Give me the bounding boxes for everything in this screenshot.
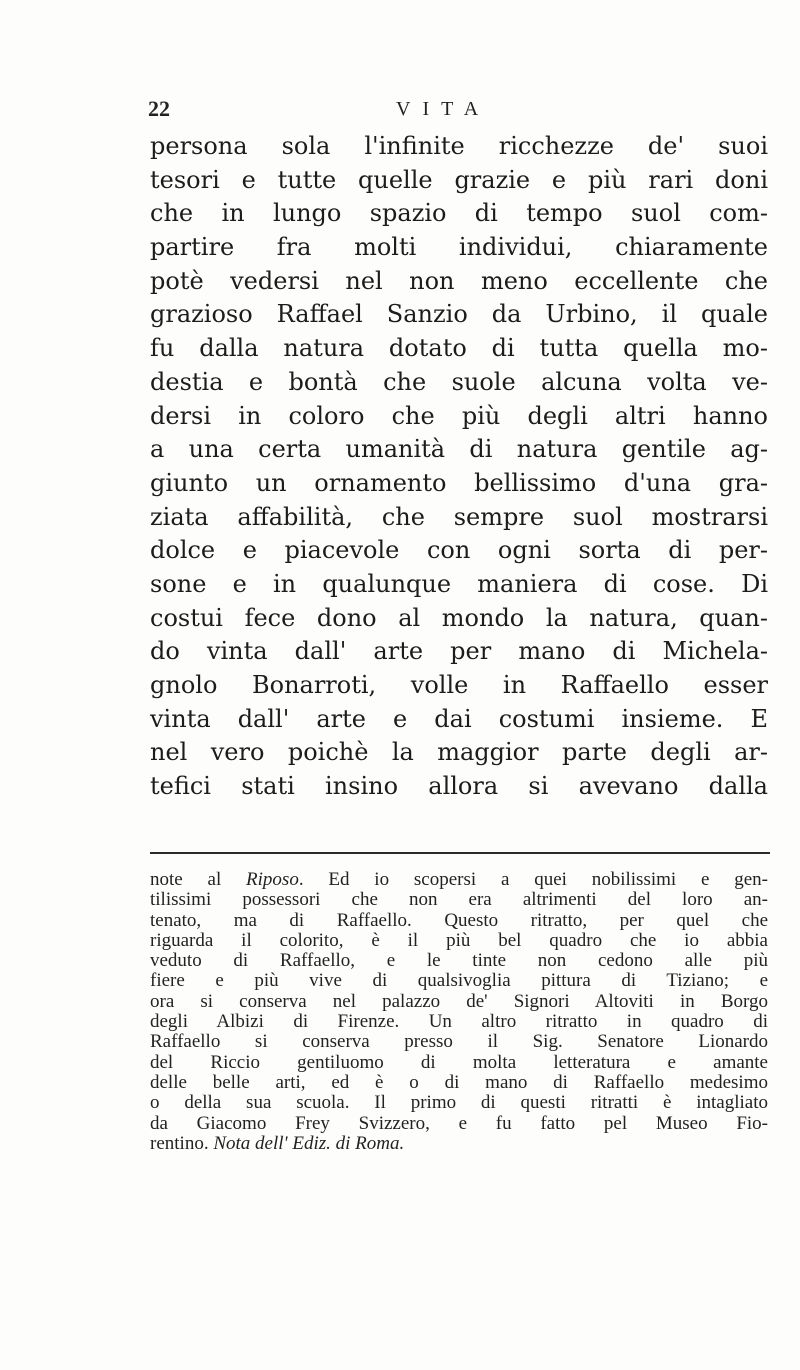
footnote-line: del Riccio gentiluomo di molta letteratura e amante bbox=[150, 1051, 768, 1073]
text-line: grazioso Raffael Sanzio da Urbino, il quale bbox=[150, 300, 768, 329]
text-line: costui fece dono al mondo la natura, quan- bbox=[150, 603, 768, 632]
text-line: potè vedersi nel non meno eccellente che bbox=[150, 266, 768, 295]
footnote-line: tilissimi possessori che non era altrimenti del loro an- bbox=[150, 889, 768, 911]
footnote-line: veduto di Raffaello, e le tinte non cedono alle più bbox=[150, 950, 768, 972]
footnote-block bbox=[150, 870, 768, 1154]
footnote-attribution: Nota dell' Ediz. di Roma. bbox=[213, 1132, 405, 1154]
footnote-line bbox=[150, 1134, 768, 1154]
text-line: gnolo Bonarroti, volle in Raffaello esser bbox=[150, 671, 768, 699]
text-line: sone e in qualunque maniera di cose. Di bbox=[150, 569, 768, 598]
footnote-line: da Giacomo Frey Svizzero, e fu fatto pel Museo Fio- bbox=[150, 1112, 768, 1134]
footnote-line: tenato, ma di Raffaello. Questo ritratto, per quel che bbox=[150, 909, 768, 931]
page-number: 22 bbox=[148, 96, 170, 121]
main-text-block bbox=[150, 130, 768, 804]
footnote-line: Raffaello si conserva presso il Sig. Senatore Lionardo bbox=[150, 1031, 768, 1053]
footnote-line: ora si conserva nel palazzo de' Signori Altoviti in Borgo bbox=[150, 990, 768, 1012]
text-line: partire fra molti individui, chiaramente bbox=[150, 233, 768, 262]
text-line: do vinta dall' arte per mano di Michela- bbox=[150, 637, 768, 666]
footnote-italic-term: Riposo bbox=[246, 869, 299, 890]
text-line: a una certa umanità di natura gentile ag- bbox=[150, 435, 768, 464]
text-line: tesori e tutte quelle grazie e più rari doni bbox=[150, 165, 768, 194]
text-line: fu dalla natura dotato di tutta quella mo- bbox=[150, 334, 768, 363]
footnote-line: degli Albizi di Firenze. Un altro ritratto in quadro di bbox=[150, 1011, 768, 1033]
text-line: nel vero poichè la maggior parte degli ar- bbox=[150, 738, 768, 767]
footnote-separator-rule bbox=[150, 852, 770, 854]
footnote-line-start: note al bbox=[150, 869, 247, 890]
footnote-line: riguarda il colorito, è il più bel quadro che io abbia bbox=[150, 929, 768, 951]
text-line: dersi in coloro che più degli altri hanno bbox=[150, 401, 768, 430]
text-line: ziata affabilità, che sempre suol mostrarsi bbox=[150, 502, 768, 531]
text-line: persona sola l'infinite ricchezze de' suoi bbox=[150, 132, 768, 160]
footnote-line bbox=[150, 870, 768, 890]
running-title: VITA bbox=[396, 98, 491, 120]
text-line: destia e bontà che suole alcuna volta ve- bbox=[150, 367, 768, 396]
text-line: tefici stati insino allora si avevano dalla bbox=[150, 772, 768, 801]
footnote-line: o della sua scuola. Il primo di questi ritratti è intagliato bbox=[150, 1092, 768, 1114]
text-line: che in lungo spazio di tempo suol com- bbox=[150, 199, 768, 228]
text-line: giunto un ornamento bellissimo d'una gra- bbox=[150, 468, 768, 497]
running-head bbox=[148, 96, 768, 126]
footnote-line-rest: . Ed io scopersi a quei nobilissimi e gen- bbox=[298, 869, 768, 890]
footnote-line: delle belle arti, ed è o di mano di Raffaello medesimo bbox=[150, 1071, 768, 1093]
text-line: dolce e piacevole con ogni sorta di per- bbox=[150, 536, 768, 565]
footnote-line: fiere e più vive di qualsivoglia pittura di Tiziano; e bbox=[150, 970, 768, 992]
footnote-line-start: rentino. bbox=[150, 1132, 214, 1154]
text-line: vinta dall' arte e dai costumi insieme. E bbox=[150, 704, 768, 733]
